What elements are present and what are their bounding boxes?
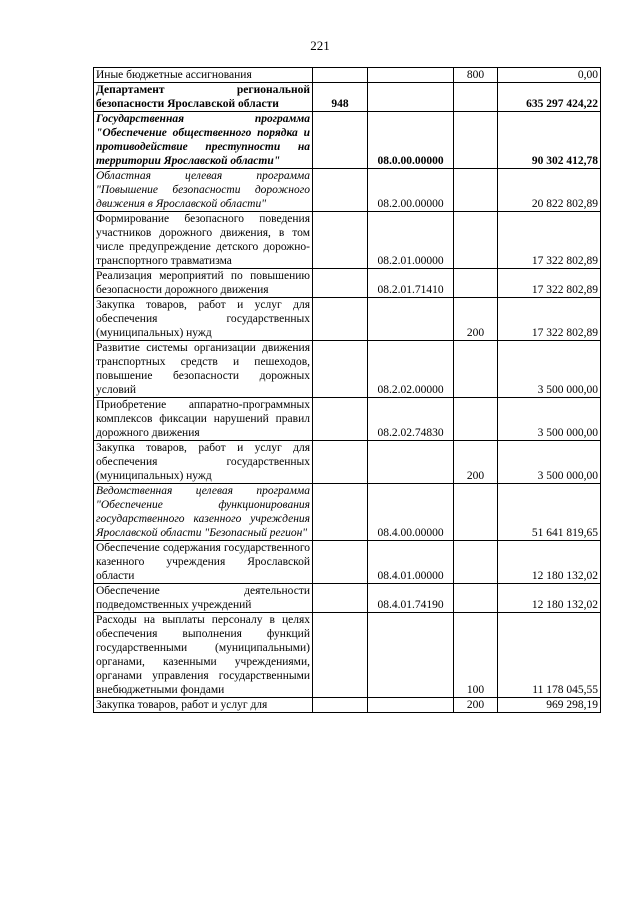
row-name: Ведомственная целевая программа "Обеспечение функционирования государственного казенного учреждения Ярославской области "Безопасный регион": [94, 484, 313, 541]
row-dept: [313, 584, 368, 613]
row-code: 08.2.01.00000: [368, 212, 454, 269]
table-row: [94, 298, 601, 341]
row-sum: 3 500 000,00: [498, 441, 601, 484]
row-type: [454, 269, 498, 298]
row-type: [454, 341, 498, 398]
table-row: [94, 269, 601, 298]
table-row: [94, 341, 601, 398]
row-type: [454, 584, 498, 613]
row-dept: [313, 698, 368, 713]
row-code: 08.2.02.74830: [368, 398, 454, 441]
row-code: [368, 298, 454, 341]
row-name: Реализация мероприятий по повышению безопасности дорожного движения: [94, 269, 313, 298]
row-name: Областная целевая программа "Повышение безопасности дорожного движения в Ярославской области": [94, 169, 313, 212]
row-sum: 51 641 819,65: [498, 484, 601, 541]
row-code: 08.4.01.00000: [368, 541, 454, 584]
row-dept: [313, 169, 368, 212]
row-name: Обеспечение деятельности подведомственных учреждений: [94, 584, 313, 613]
page-number: 221: [310, 38, 330, 53]
row-name: Иные бюджетные ассигнования: [94, 68, 313, 83]
table-row: [94, 68, 601, 83]
table-row: [94, 112, 601, 169]
row-code: 08.2.01.71410: [368, 269, 454, 298]
row-code: 08.0.00.00000: [368, 112, 454, 169]
row-sum: 635 297 424,22: [498, 83, 601, 112]
row-code: [368, 83, 454, 112]
row-code: 08.2.02.00000: [368, 341, 454, 398]
table-row: [94, 484, 601, 541]
row-sum: 90 302 412,78: [498, 112, 601, 169]
row-dept: 948: [313, 83, 368, 112]
row-sum: 969 298,19: [498, 698, 601, 713]
row-dept: [313, 298, 368, 341]
row-code: [368, 68, 454, 83]
budget-table: [93, 67, 601, 713]
row-dept: [313, 541, 368, 584]
row-dept: [313, 341, 368, 398]
row-type: [454, 112, 498, 169]
row-sum: 3 500 000,00: [498, 398, 601, 441]
row-sum: 12 180 132,02: [498, 541, 601, 584]
table-row: [94, 212, 601, 269]
row-name: Развитие системы организации движения транспортных средств и пешеходов, повышение безопасности дорожных условий: [94, 341, 313, 398]
row-dept: [313, 398, 368, 441]
row-code: 08.2.00.00000: [368, 169, 454, 212]
row-name: Департамент региональной безопасности Ярославской области: [94, 83, 313, 112]
row-sum: 3 500 000,00: [498, 341, 601, 398]
row-name: Закупка товаров, работ и услуг для: [94, 698, 313, 713]
row-name: Формирование безопасного поведения участников дорожного движения, в том числе предупреждение детского дорожно-транспортного травматизма: [94, 212, 313, 269]
row-sum: 17 322 802,89: [498, 298, 601, 341]
table-row: [94, 83, 601, 112]
table-row: [94, 441, 601, 484]
row-name: Приобретение аппаратно-программных комплексов фиксации нарушений правил дорожного движения: [94, 398, 313, 441]
row-type: [454, 169, 498, 212]
row-name: Закупка товаров, работ и услуг для обеспечения государственных (муниципальных) нужд: [94, 441, 313, 484]
row-dept: [313, 112, 368, 169]
row-sum: 17 322 802,89: [498, 269, 601, 298]
row-type: [454, 398, 498, 441]
table-row: [94, 613, 601, 698]
row-type: [454, 212, 498, 269]
table-row: [94, 584, 601, 613]
row-code: [368, 613, 454, 698]
budget-table-body: [94, 68, 601, 713]
row-sum: 12 180 132,02: [498, 584, 601, 613]
table-row: [94, 698, 601, 713]
row-sum: 20 822 802,89: [498, 169, 601, 212]
row-code: 08.4.00.00000: [368, 484, 454, 541]
row-sum: 17 322 802,89: [498, 212, 601, 269]
row-type: 800: [454, 68, 498, 83]
row-name: Расходы на выплаты персоналу в целях обеспечения выполнения функций государственными (муниципальными) органами, казенными учреждениями, органами управления государственными внебюджетными фондами: [94, 613, 313, 698]
table-row: [94, 398, 601, 441]
row-name: Закупка товаров, работ и услуг для обеспечения государственных (муниципальных) нужд: [94, 298, 313, 341]
table-row: [94, 169, 601, 212]
row-dept: [313, 484, 368, 541]
row-dept: [313, 269, 368, 298]
row-name: Обеспечение содержания государственного казенного учреждения Ярославской области: [94, 541, 313, 584]
row-code: [368, 441, 454, 484]
row-type: 200: [454, 298, 498, 341]
row-dept: [313, 613, 368, 698]
row-sum: 11 178 045,55: [498, 613, 601, 698]
row-name: Государственная программа "Обеспечение общественного порядка и противодействие преступности на территории Ярославской области": [94, 112, 313, 169]
row-type: [454, 541, 498, 584]
row-code: [368, 698, 454, 713]
row-dept: [313, 68, 368, 83]
row-dept: [313, 441, 368, 484]
table-row: [94, 541, 601, 584]
row-type: [454, 484, 498, 541]
row-sum: 0,00: [498, 68, 601, 83]
row-type: 200: [454, 441, 498, 484]
row-code: 08.4.01.74190: [368, 584, 454, 613]
row-type: 100: [454, 613, 498, 698]
row-type: 200: [454, 698, 498, 713]
row-type: [454, 83, 498, 112]
row-dept: [313, 212, 368, 269]
